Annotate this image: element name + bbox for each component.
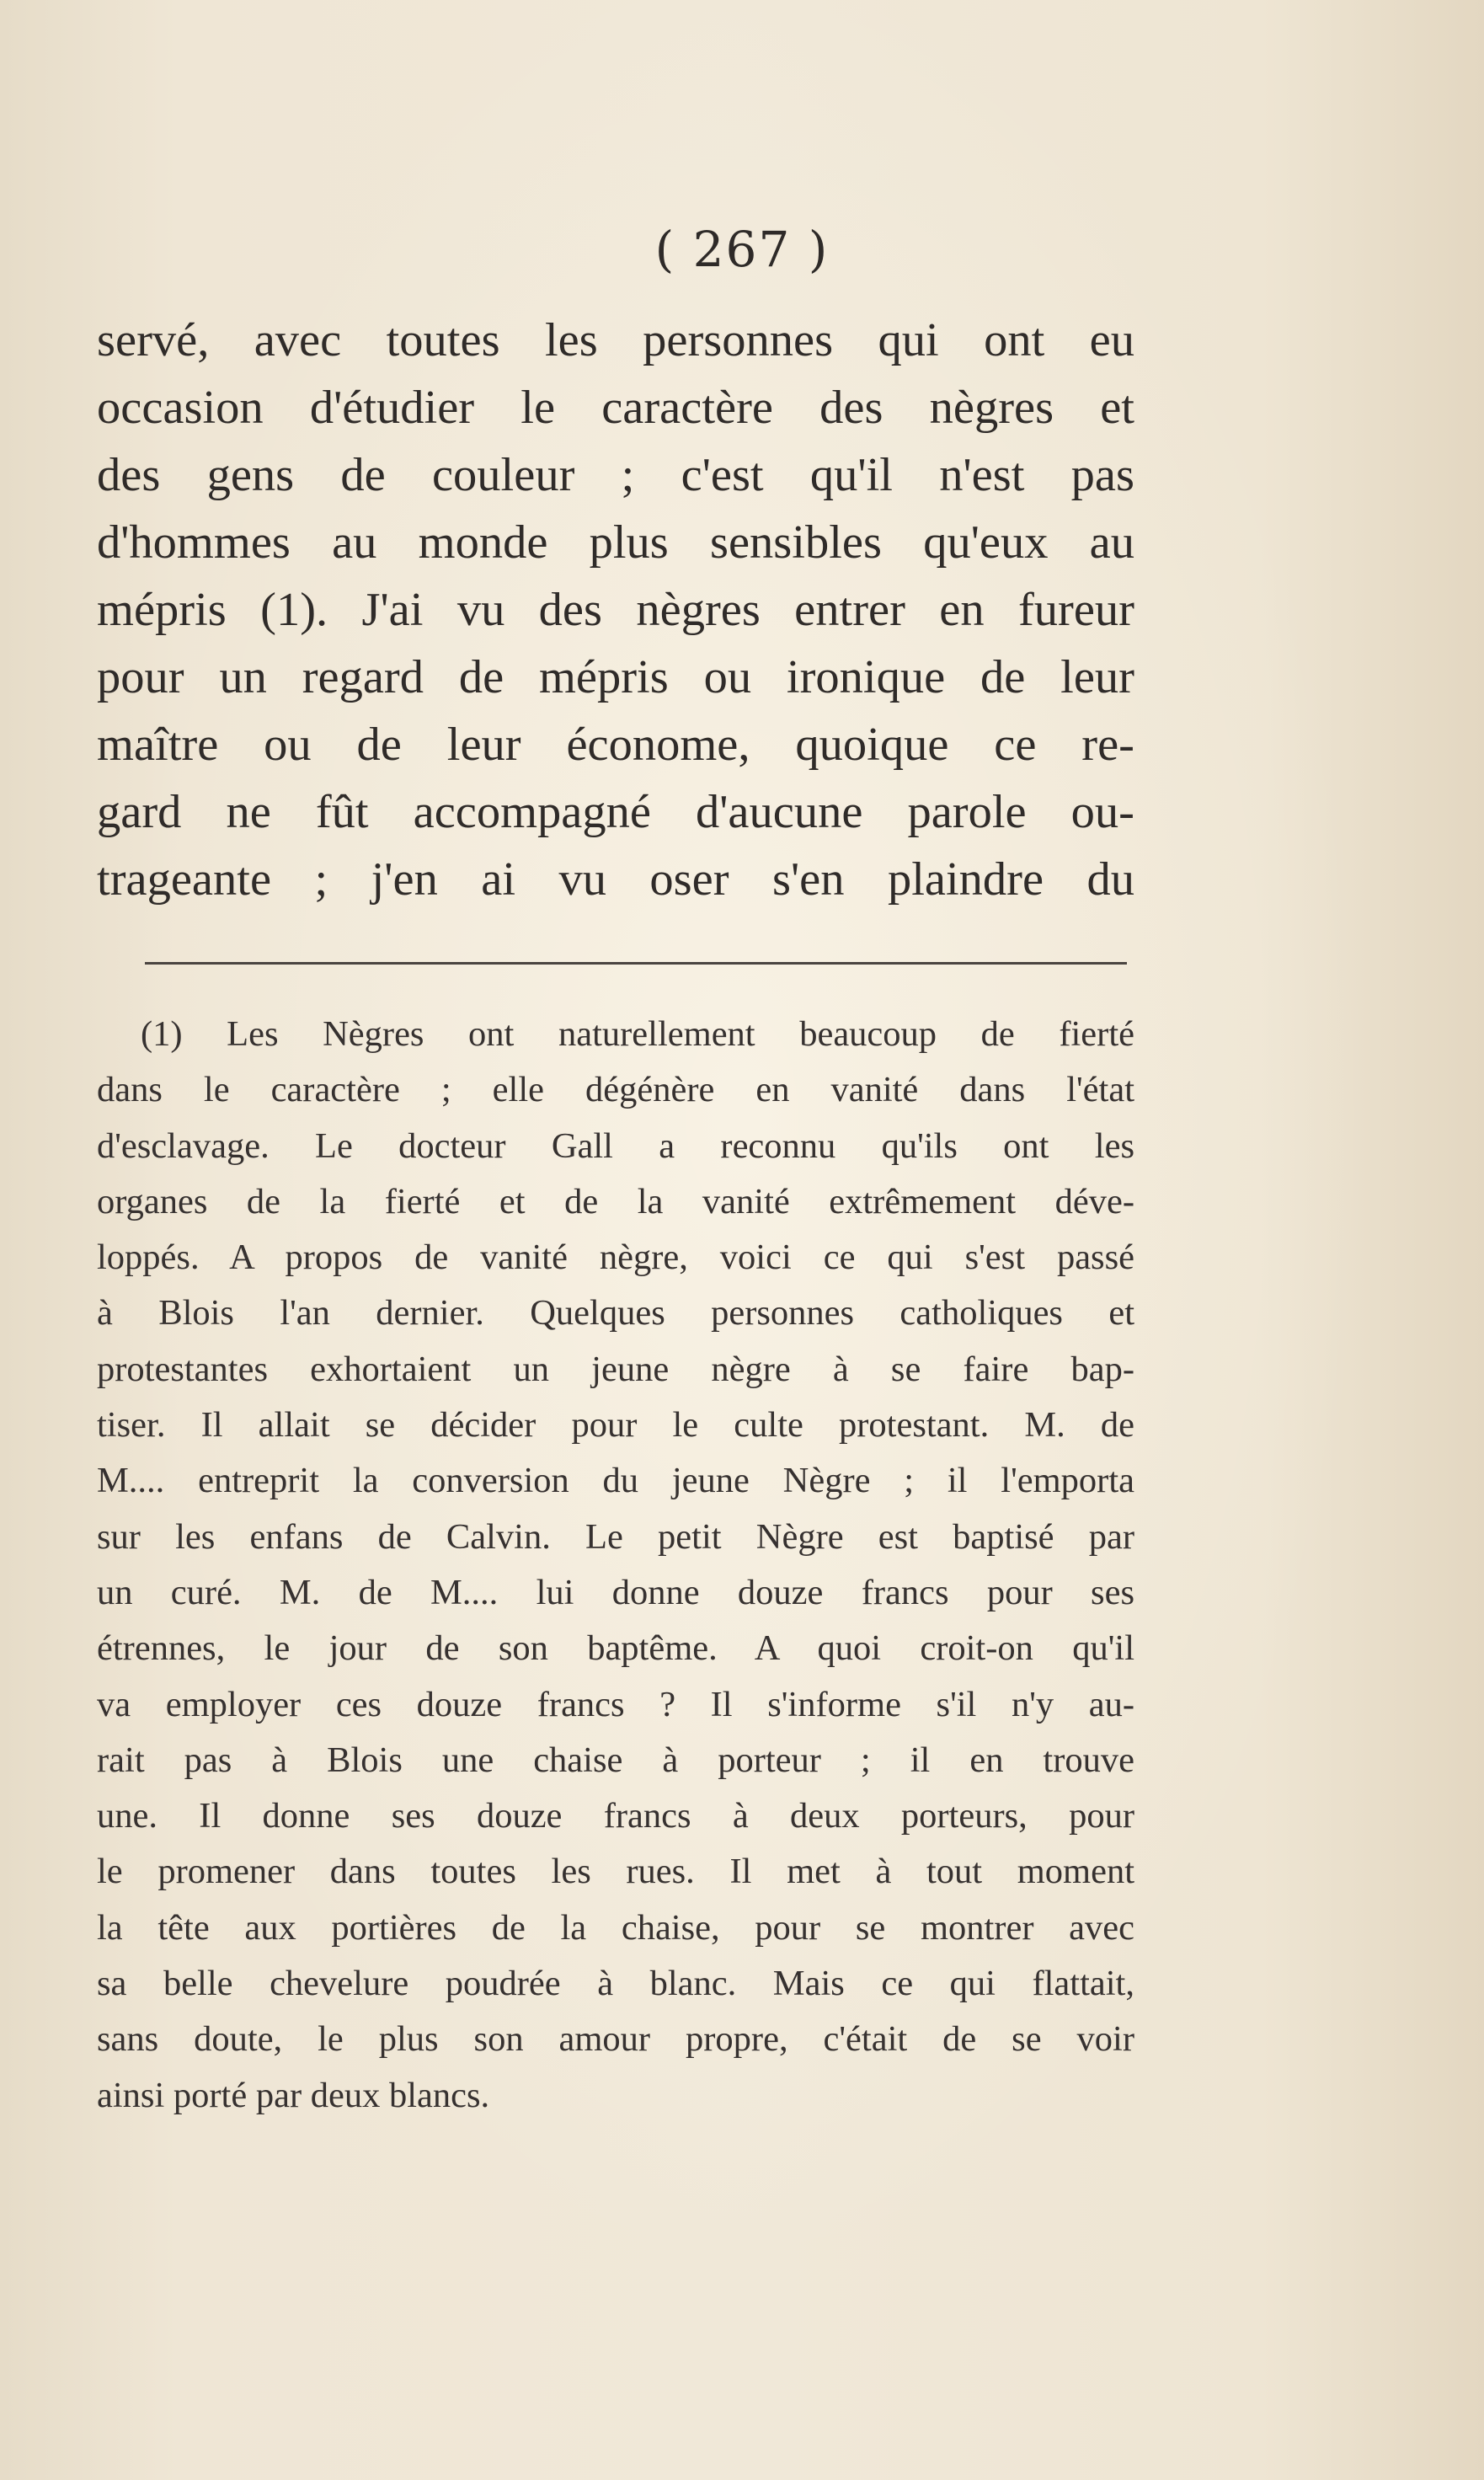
main-text-line: des gens de couleur ; c'est qu'il n'est pas	[97, 449, 1134, 501]
footnote-line: M.... entreprit la conversion du jeune Nègre ; il l'emporta	[97, 1461, 1134, 1501]
main-text-line: d'hommes au monde plus sensibles qu'eux au	[97, 516, 1134, 569]
footnote-line: loppés. A propos de vanité nègre, voici ce qui s'est passé	[97, 1237, 1134, 1278]
footnote-line: protestantes exhortaient un jeune nègre à se faire bap-	[97, 1349, 1134, 1389]
footnote-line: tiser. Il allait se décider pour le culte protestant. M. de	[97, 1405, 1134, 1446]
footnote-line: sur les enfans de Calvin. Le petit Nègre est baptisé par	[97, 1516, 1134, 1557]
footnote-line: ainsi porté par deux blancs.	[97, 2075, 490, 2115]
main-text	[97, 307, 1134, 913]
footnote-line: va employer ces douze francs ? Il s'informe s'il n'y au-	[97, 1684, 1134, 1724]
footnote-line: sa belle chevelure poudrée à blanc. Mais ce qui flattait,	[97, 1964, 1134, 2004]
main-text-line: maître ou de leur économe, quoique ce re-	[97, 719, 1134, 771]
footnote-line: organes de la fierté et de la vanité extrêmement déve-	[97, 1181, 1134, 1221]
footnote-line: le promener dans toutes les rues. Il met à tout moment	[97, 1852, 1134, 1892]
footnote-line: la tête aux portières de la chaise, pour se montrer avec	[97, 1907, 1134, 1948]
footnote-divider	[145, 962, 1127, 965]
footnote-line: rait pas à Blois une chaise à porteur ; il en trouve	[97, 1740, 1134, 1780]
footnote-line: d'esclavage. Le docteur Gall a reconnu qu'ils ont les	[97, 1125, 1134, 1166]
footnote	[97, 1007, 1134, 2124]
page-number: ( 267 )	[654, 221, 830, 278]
main-text-line: trageante ; j'en ai vu oser s'en plaindre du	[97, 853, 1134, 906]
footnote-line: sans doute, le plus son amour propre, c'était de se voir	[97, 2019, 1134, 2060]
footnote-line: un curé. M. de M.... lui donne douze francs pour ses	[97, 1572, 1134, 1612]
footnote-line: dans le caractère ; elle dégénère en vanité dans l'état	[97, 1070, 1134, 1110]
main-text-line: mépris (1). J'ai vu des nègres entrer en fureur	[97, 584, 1134, 636]
main-text-line: servé, avec toutes les personnes qui ont eu	[97, 314, 1134, 366]
footnote-line: à Blois l'an dernier. Quelques personnes catholiques et	[97, 1293, 1134, 1334]
footnote-line: (1) Les Nègres ont naturellement beaucoup de fierté	[141, 1014, 1134, 1054]
footnote-line: étrennes, le jour de son baptême. A quoi croit-on qu'il	[97, 1628, 1134, 1669]
main-text-line: pour un regard de mépris ou ironique de leur	[97, 651, 1134, 703]
main-text-line: occasion d'étudier le caractère des nègres et	[97, 382, 1134, 434]
main-text-line: gard ne fût accompagné d'aucune parole ou-	[97, 786, 1134, 838]
footnote-line: une. Il donne ses douze francs à deux porteurs, pour	[97, 1796, 1134, 1836]
